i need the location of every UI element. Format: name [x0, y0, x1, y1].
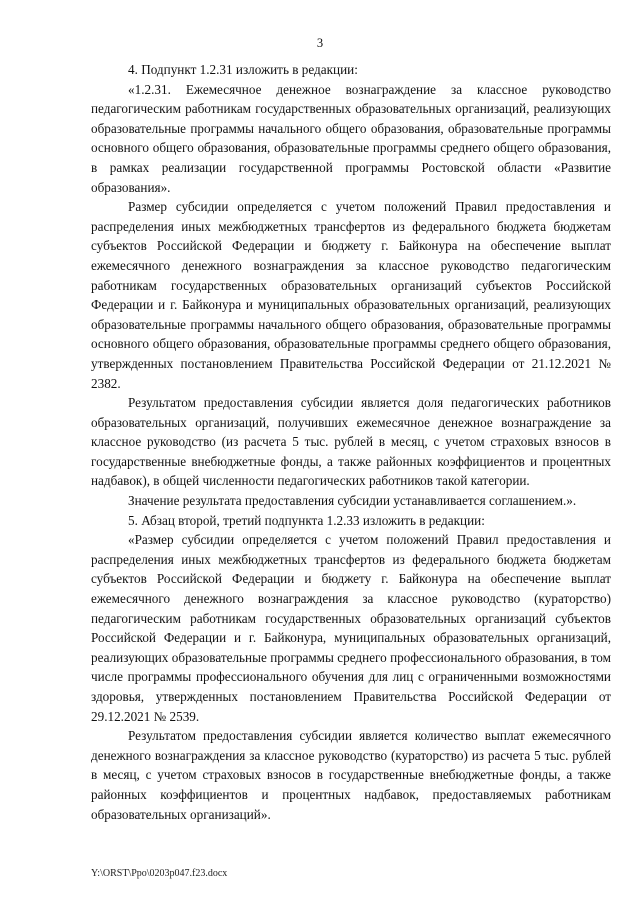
paragraph-subsidy-result-2: Результатом предоставления субсидии является количество выплат ежемесячного денежного вознаграждения за классное руководство (кураторство) из расчета 5 тыс. рублей в месяц, с учетом страховых взносов в государственные внебюджетные фонды, а также районных коэффициентов и процентных надбавок, предоставляемых работникам образовательных организаций».: [91, 728, 611, 822]
footer-file-path: Y:\ORST\Ppo\0203p047.f23.docx: [91, 868, 228, 879]
paragraph-subsidy-result: Результатом предоставления субсидии является доля педагогических работников образовательных организаций, получивших ежемесячное денежное вознаграждение за классное руководство (из расчета 5 тыс. рублей в месяц, с учетом страховых взносов в государственные внебюджетные фонды, а также районных коэффициентов и процентных надбавок), в общей численности педагогических работников такой категории.: [91, 395, 611, 489]
document-body: [91, 60, 611, 824]
paragraph-result-value: Значение результата предоставления субсидии устанавливается соглашением.».: [128, 493, 577, 509]
paragraph-subsidy-size-2: «Размер субсидии определяется с учетом положений Правил предоставления и распределения иных межбюджетных трансфертов из федерального бюджета бюджетам субъектов Российской Федерации и бюджету г. Байконура на обеспечение выплат ежемесячного денежного вознаграждения за классное руководство (кураторство) педагогическим работникам государственных образовательных организаций субъектов Российской Федерации и г. Байконура, муниципальных образовательных организаций, реализующих образовательные программы среднего профессионального образования, в том числе программы профессионального обучения для лиц с ограниченными возможностями здоровья, утвержденных постановлением Правительства Российской Федерации от 29.12.2021 № 2539.: [91, 532, 611, 724]
paragraph-1-2-31-title: «1.2.31. Ежемесячное денежное вознаграждение за классное руководство педагогическим работникам государственных образовательных организаций, реализующих образовательные программы начального общего образования, образовательные программы основного общего образования, образовательные программы среднего общего образования, в рамках реализации государственной программы Ростовской области «Развитие образования».: [91, 81, 611, 195]
paragraph-item-4-heading: 4. Подпункт 1.2.31 изложить в редакции:: [128, 62, 358, 77]
paragraph-subsidy-size: Размер субсидии определяется с учетом положений Правил предоставления и распределения иных межбюджетных трансфертов из федерального бюджета бюджетам субъектов Российской Федерации и бюджету г. Байконура на обеспечение выплат ежемесячного денежного вознаграждения за классное руководство педагогическим работникам государственных образовательных организаций субъектов Российской Федерации и г. Байконура и муниципальных образовательных организаций, реализующих образовательные программы начального общего образования, образовательные программы основного общего образования, образовательные программы среднего общего образования, утвержденных постановлением Правительства Российской Федерации от 21.12.2021 № 2382.: [91, 199, 611, 391]
page-number: 3: [316, 36, 324, 50]
paragraph-item-5-heading: 5. Абзац второй, третий подпункта 1.2.33 изложить в редакции:: [128, 512, 485, 528]
